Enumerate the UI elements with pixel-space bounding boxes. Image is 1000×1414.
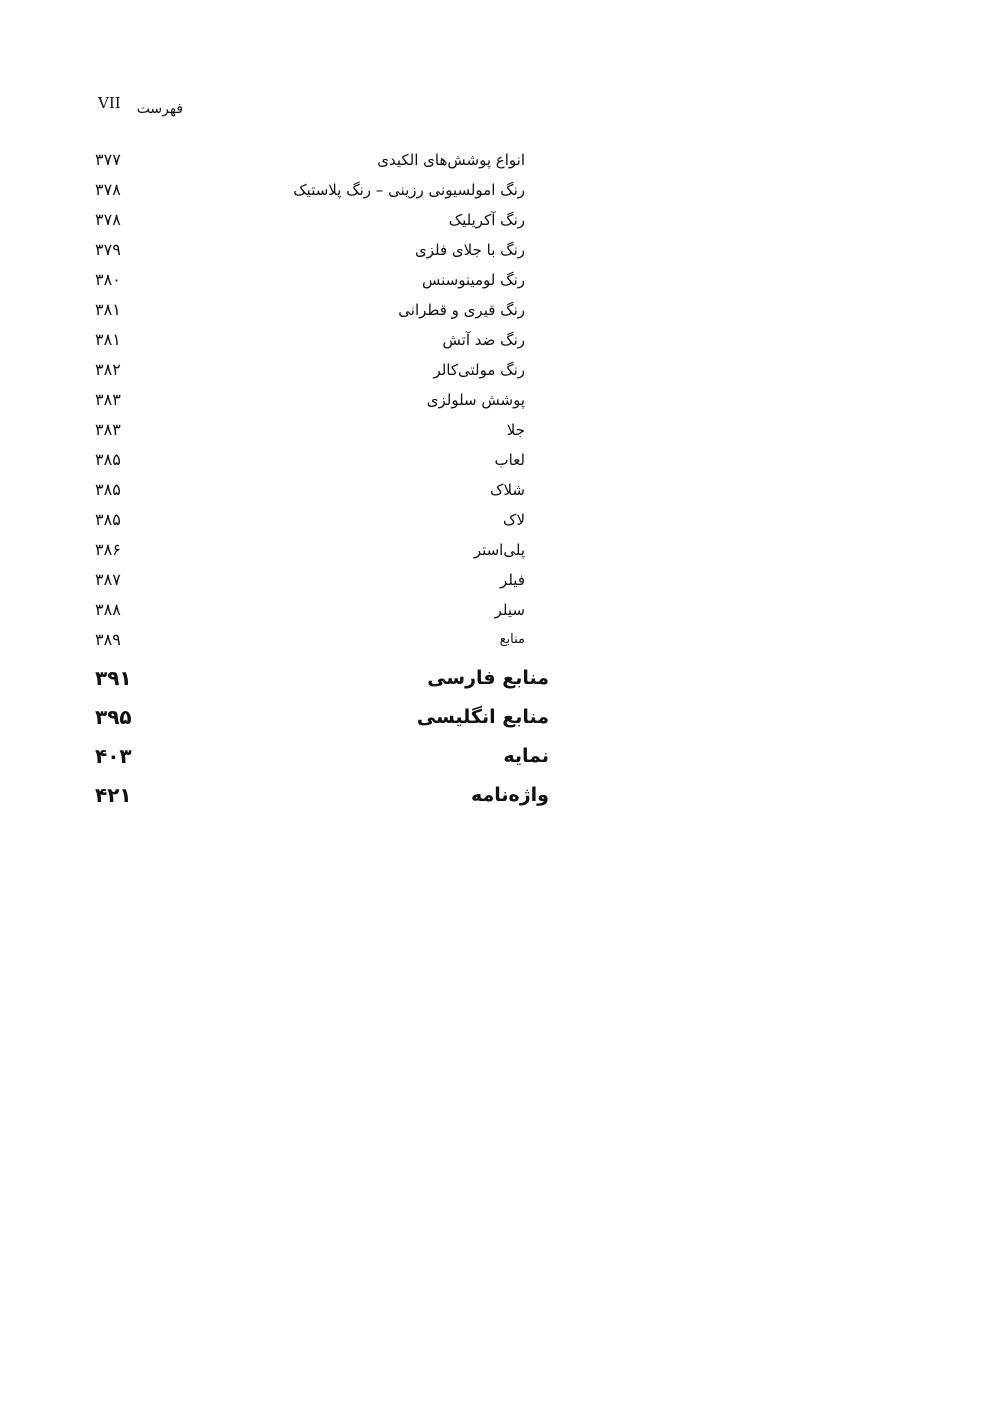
toc-page-number: ۳۸۷ bbox=[95, 570, 121, 589]
toc-chapter-page-number: ۴۰۳ bbox=[95, 744, 132, 768]
toc-entry[interactable] bbox=[0, 145, 1000, 175]
toc-chapter-title: منابع فارسی bbox=[427, 667, 549, 689]
toc-entry-title: شلاک bbox=[490, 481, 525, 499]
toc-page-number: ۳۸۳ bbox=[95, 420, 121, 439]
toc-entry[interactable] bbox=[0, 295, 1000, 325]
toc-page-number: ۳۸۳ bbox=[95, 390, 121, 409]
toc-chapter-title: واژه‌نامه bbox=[470, 784, 549, 806]
toc-page-number: ۳۷۸ bbox=[95, 180, 121, 199]
toc-entry-title: رنگ لومینوسنس bbox=[422, 271, 525, 289]
toc-entry-title: رنگ آکریلیک bbox=[448, 211, 525, 229]
toc-entry[interactable] bbox=[0, 535, 1000, 565]
toc-page-number: ۳۸۵ bbox=[95, 450, 121, 469]
toc-page-number: ۳۸۹ bbox=[95, 630, 121, 649]
toc-entry-title: لعاب bbox=[494, 451, 525, 469]
toc-entry[interactable] bbox=[0, 505, 1000, 535]
toc-entry[interactable] bbox=[0, 445, 1000, 475]
toc-page-number: ۳۸۲ bbox=[95, 360, 121, 379]
toc-entry-title: رنگ با جلای فلزی bbox=[414, 241, 525, 259]
toc-entry[interactable] bbox=[0, 415, 1000, 445]
toc-entry-title: رنگ مولتی‌کالر bbox=[433, 361, 525, 379]
toc-entry[interactable] bbox=[0, 595, 1000, 625]
toc-page-number: ۳۷۷ bbox=[95, 150, 121, 169]
toc-entry-title: پلی‌استر bbox=[473, 541, 525, 559]
toc-entry[interactable] bbox=[0, 325, 1000, 355]
toc-page-number: ۳۸۱ bbox=[95, 330, 121, 349]
toc-entry[interactable] bbox=[0, 205, 1000, 235]
toc-entry[interactable] bbox=[0, 385, 1000, 415]
toc-entry-title: رنگ قیری و قطرانی bbox=[398, 301, 525, 319]
page-number: VII bbox=[98, 94, 121, 112]
toc-chapter-entry[interactable] bbox=[0, 737, 1000, 776]
toc-entry[interactable] bbox=[0, 235, 1000, 265]
toc-chapter-entry[interactable] bbox=[0, 776, 1000, 816]
toc-chapter-page-number: ۳۹۵ bbox=[95, 705, 132, 729]
toc-page-number: ۳۷۹ bbox=[95, 240, 121, 259]
toc-entry-title: پوشش سلولزی bbox=[426, 391, 525, 409]
toc-page-number: ۳۸۵ bbox=[95, 480, 121, 499]
toc-entry[interactable] bbox=[0, 625, 1000, 655]
toc-chapter-title: نمایه bbox=[503, 745, 549, 767]
toc-entry[interactable] bbox=[0, 475, 1000, 505]
toc-entry-title: منابع bbox=[499, 632, 525, 647]
running-header bbox=[98, 92, 183, 118]
running-title: فهرست bbox=[136, 101, 184, 117]
toc-page-number: ۳۸۵ bbox=[95, 510, 121, 529]
toc-page-number: ۳۸۰ bbox=[95, 270, 121, 289]
toc-entry-title: سیلر bbox=[494, 601, 525, 619]
toc-entry-title: لاک bbox=[503, 511, 525, 529]
toc-chapter-entry[interactable] bbox=[0, 698, 1000, 737]
toc-entry-title: انواع پوشش‌های الکیدی bbox=[377, 151, 525, 169]
toc-entry[interactable] bbox=[0, 175, 1000, 205]
toc-chapter-entry[interactable] bbox=[0, 659, 1000, 698]
toc-chapter-page-number: ۴۲۱ bbox=[95, 783, 132, 807]
toc-entry[interactable] bbox=[0, 265, 1000, 295]
toc-entry-title: رنگ ضد آتش bbox=[442, 331, 525, 349]
toc-entry[interactable] bbox=[0, 565, 1000, 595]
table-of-contents bbox=[0, 145, 1000, 816]
toc-page-number: ۳۸۶ bbox=[95, 540, 121, 559]
toc-page-number: ۳۷۸ bbox=[95, 210, 121, 229]
toc-chapter-page-number: ۳۹۱ bbox=[95, 666, 132, 690]
toc-entry-title: جلا bbox=[506, 421, 525, 439]
toc-page-number: ۳۸۱ bbox=[95, 300, 121, 319]
toc-chapter-title: منابع انگلیسی bbox=[416, 706, 549, 728]
toc-page-number: ۳۸۸ bbox=[95, 600, 121, 619]
toc-entry-title: فیلر bbox=[500, 571, 525, 589]
toc-entry-title: رنگ امولسیونی رزینی – رنگ پلاستیک bbox=[293, 181, 525, 199]
toc-entry[interactable] bbox=[0, 355, 1000, 385]
